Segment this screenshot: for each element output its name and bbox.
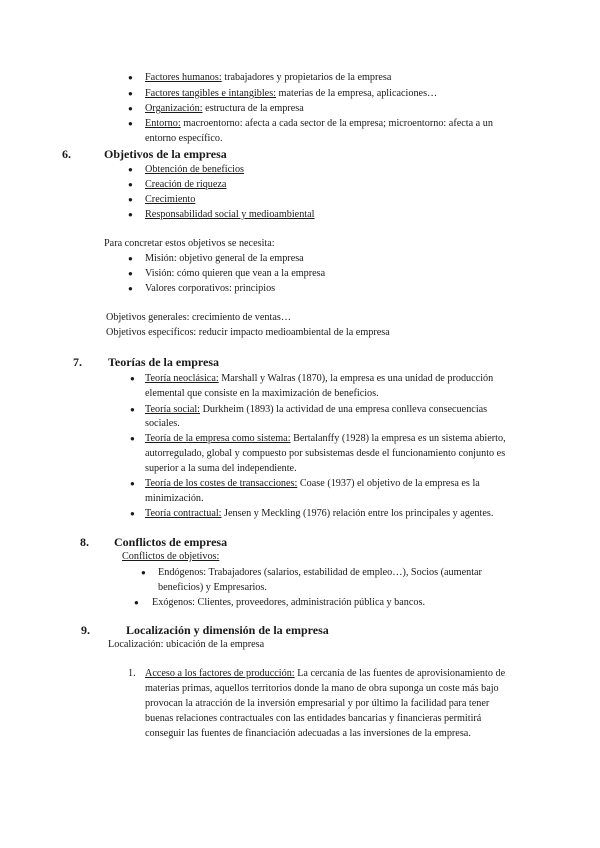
section-6-title: Objetivos de la empresa: [104, 147, 227, 161]
bullet-icon: ●: [134, 598, 139, 607]
section-8-number: 8.: [80, 535, 89, 549]
list-item-term: Entorno:: [145, 118, 181, 129]
numbered-item-number: 1.: [128, 668, 136, 679]
objective-item: Obtención de beneficios: [145, 164, 245, 175]
bullet-icon: ●: [128, 73, 133, 82]
list-item: [145, 116, 493, 131]
bullet-icon: ●: [130, 509, 135, 518]
conflict-item: Endógenos: Trabajadores (salarios, estabilidad de empleo…), Socios (aumentar: [158, 567, 482, 578]
theory-item: [145, 371, 493, 386]
bullet-icon: ●: [128, 195, 133, 204]
bullet-icon: ●: [141, 568, 146, 577]
numbered-item-text: materias primas, aquellos territorios donde la mano de obra suponga un coste más bajo: [145, 683, 499, 694]
theory-text: Durkheim (1893) la actividad de una empresa conlleva consecuencias: [200, 404, 488, 415]
theory-term: Teoría de la empresa como sistema:: [145, 433, 291, 444]
specific-objectives: Objetivos específicos: reducir impacto medioambiental de la empresa: [106, 327, 390, 338]
list-item-desc: materias de la empresa, aplicaciones…: [276, 88, 438, 99]
theory-text: elemental que consiste en la maximización de beneficios.: [145, 388, 379, 399]
numbered-item-text: buenas relaciones contractuales con las entidades bancarias y financieras permitirá: [145, 713, 482, 724]
bullet-icon: ●: [128, 269, 133, 278]
objectives-intro: Para concretar estos objetivos se necesita:: [104, 238, 275, 249]
conflict-item-continuation: beneficios) y Empresarios.: [158, 582, 267, 593]
list-item-continuation: entorno específico.: [145, 133, 223, 144]
numbered-item: [145, 666, 505, 681]
list-item: [145, 86, 437, 101]
theory-text: Bertalanffy (1928) la empresa es un sistema abierto,: [290, 433, 506, 444]
section-7-number: 7.: [73, 355, 82, 369]
bullet-icon: ●: [128, 104, 133, 113]
bullet-icon: ●: [130, 479, 135, 488]
list-item-desc: trabajadores y propietarios de la empresa: [221, 72, 392, 83]
need-item: Valores corporativos: principios: [145, 283, 276, 294]
theory-item: [145, 402, 487, 417]
numbered-item-term: Acceso a los factores de producción:: [145, 668, 295, 679]
conflict-item: Exógenos: Clientes, proveedores, administración pública y bancos.: [152, 597, 426, 608]
theory-item: [145, 506, 493, 521]
section-9-title: Localización y dimensión de la empresa: [126, 623, 329, 637]
bullet-icon: ●: [128, 180, 133, 189]
bullet-icon: ●: [130, 405, 135, 414]
theory-text: autorregulado, global y compuesto por subsistemas desde el funcionamiento conjunto es: [145, 448, 506, 459]
theory-text: Jensen y Meckling (1976) relación entre los principales y agentes.: [221, 508, 494, 519]
section-7-title: Teorías de la empresa: [108, 355, 219, 369]
section-9-number: 9.: [81, 623, 90, 637]
theory-text: minimización.: [145, 493, 204, 504]
bullet-icon: ●: [128, 89, 133, 98]
theory-term: Teoría neoclásica:: [145, 373, 219, 384]
bullet-icon: ●: [130, 434, 135, 443]
theory-text: sociales.: [145, 418, 180, 429]
section-6-number: 6.: [62, 147, 71, 161]
bullet-icon: ●: [128, 210, 133, 219]
theory-term: Teoría contractual:: [145, 508, 222, 519]
section-8-title: Conflictos de empresa: [114, 535, 228, 549]
list-item-term: Factores humanos:: [145, 72, 222, 83]
need-item: Visión: cómo quieren que vean a la empresa: [145, 268, 326, 279]
theory-term: Teoría de los costes de transacciones:: [145, 478, 298, 489]
theory-text: Coase (1937) el objetivo de la empresa es la: [297, 478, 480, 489]
bullet-icon: ●: [128, 254, 133, 263]
bullet-icon: ●: [130, 374, 135, 383]
list-item: [145, 70, 391, 85]
list-item-desc: estructura de la empresa: [202, 103, 304, 114]
theory-text: superior a la suma del independiente.: [145, 463, 297, 474]
objective-item: Crecimiento: [145, 194, 196, 205]
objective-item: Creación de riqueza: [145, 179, 227, 190]
bullet-icon: ●: [128, 165, 133, 174]
theory-item: [145, 431, 506, 446]
need-item: Misión: objetivo general de la empresa: [145, 253, 304, 264]
location-subtitle: Localización: ubicación de la empresa: [108, 639, 265, 650]
list-item-term: Organización:: [145, 103, 203, 114]
numbered-item-text: provocan la atracción de la inversión empresarial y por último la facilidad para tener: [145, 698, 490, 709]
bullet-icon: ●: [128, 119, 133, 128]
list-item: [145, 101, 304, 116]
list-item-term: Factores tangibles e intangibles:: [145, 88, 276, 99]
theory-item: [145, 476, 480, 491]
general-objectives: Objetivos generales: crecimiento de ventas…: [106, 312, 292, 323]
numbered-item-text: La cercanía de las fuentes de aprovisionamiento de: [294, 668, 506, 679]
theory-term: Teoría social:: [145, 404, 201, 415]
conflicts-subtitle: Conflictos de objetivos:: [122, 551, 220, 562]
objective-item: Responsabilidad social y medioambiental: [145, 209, 315, 220]
bullet-icon: ●: [128, 284, 133, 293]
list-item-desc: macroentorno: afecta a cada sector de la empresa; microentorno: afecta a un: [180, 118, 493, 129]
theory-text: Marshall y Walras (1870), la empresa es una unidad de producción: [218, 373, 494, 384]
numbered-item-text: conseguir las fuentes de financiación adecuadas a las inversiones de la empresa.: [145, 728, 471, 739]
